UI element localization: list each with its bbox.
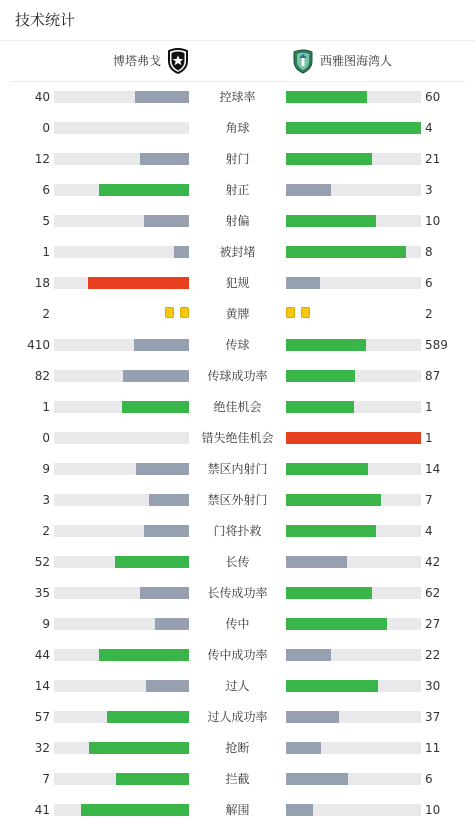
- away-stat-value: 22: [425, 648, 441, 662]
- away-stat-value: 87: [425, 369, 441, 383]
- away-stat-value: 6: [425, 772, 433, 786]
- away-stat-bar-fill: [286, 246, 406, 258]
- away-stat-bar: [286, 91, 421, 103]
- home-stat-value: 44: [34, 648, 50, 662]
- away-stat-bar-fill: [286, 184, 331, 196]
- home-stat-bar-fill: [116, 773, 189, 785]
- away-stat-bar-fill: [286, 618, 387, 630]
- stat-row: [0, 206, 475, 237]
- yellow-card-icon: [301, 307, 310, 318]
- away-stat-bar: [286, 680, 421, 692]
- stat-label: 犯规: [225, 276, 250, 290]
- away-stat-bar: [286, 773, 421, 785]
- stat-row: [0, 392, 475, 423]
- away-stat-value: 4: [425, 121, 433, 135]
- stat-row: [0, 454, 475, 485]
- home-stat-bar: [54, 401, 189, 413]
- stat-label: 传中成功率: [207, 648, 268, 662]
- away-stat-bar: [286, 525, 421, 537]
- away-stat-bar-fill: [286, 215, 376, 227]
- stat-row: [0, 578, 475, 609]
- away-stat-bar: [286, 339, 421, 351]
- home-stat-value: 1: [42, 245, 50, 259]
- away-stat-bar-fill: [286, 525, 376, 537]
- stat-row: [0, 516, 475, 547]
- away-stat-bar: [286, 432, 421, 444]
- away-stat-value: 8: [425, 245, 433, 259]
- yellow-card-icon: [165, 307, 174, 318]
- home-stat-bar: [54, 618, 189, 630]
- home-stat-value: 0: [42, 121, 50, 135]
- away-stat-bar-fill: [286, 91, 367, 103]
- stat-label: 黄牌: [225, 307, 250, 321]
- home-stat-value: 0: [42, 431, 50, 445]
- home-stat-value: 35: [34, 586, 50, 600]
- stat-label: 传中: [225, 617, 250, 631]
- away-stat-bar: [286, 587, 421, 599]
- home-yellow-cards: [165, 307, 189, 318]
- away-stat-bar: [286, 804, 421, 816]
- home-stat-value: 57: [34, 710, 50, 724]
- away-stat-bar: [286, 277, 421, 289]
- home-stat-bar: [54, 804, 189, 816]
- away-stat-bar: [286, 742, 421, 754]
- away-stat-bar-fill: [286, 494, 381, 506]
- home-stat-bar-fill: [155, 618, 189, 630]
- home-stat-value: 2: [42, 524, 50, 538]
- home-stat-bar: [54, 649, 189, 661]
- stat-row: [0, 361, 475, 392]
- stat-label: 绝佳机会: [213, 400, 262, 414]
- home-stat-value: 40: [34, 90, 50, 104]
- away-stat-bar-fill: [286, 587, 372, 599]
- stat-label: 拦截: [225, 772, 250, 786]
- home-stat-bar: [54, 184, 189, 196]
- home-stat-bar-fill: [140, 153, 189, 165]
- stat-row: [0, 237, 475, 268]
- away-yellow-cards: [286, 307, 310, 318]
- stat-label: 门将扑救: [213, 524, 262, 538]
- home-stat-bar-fill: [136, 463, 189, 475]
- away-stat-bar: [286, 215, 421, 227]
- stat-label: 长传成功率: [207, 586, 268, 600]
- home-stat-value: 410: [27, 338, 50, 352]
- home-stat-bar: [54, 525, 189, 537]
- stat-row: [0, 764, 475, 795]
- away-stat-value: 60: [425, 90, 441, 104]
- home-stat-bar: [54, 246, 189, 258]
- away-stat-bar-fill: [286, 742, 321, 754]
- home-stat-bar-fill: [140, 587, 189, 599]
- stat-row: [0, 640, 475, 671]
- stat-label: 传球成功率: [207, 369, 268, 383]
- stat-row: [0, 547, 475, 578]
- away-stat-bar: [286, 246, 421, 258]
- away-stat-value: 11: [425, 741, 441, 755]
- away-stat-value: 14: [425, 462, 441, 476]
- home-stat-bar: [54, 339, 189, 351]
- away-stat-bar-fill: [286, 277, 320, 289]
- away-stat-value: 4: [425, 524, 433, 538]
- stat-label: 禁区内射门: [207, 462, 268, 476]
- stat-label: 过人成功率: [207, 710, 268, 724]
- away-stat-value: 3: [425, 183, 433, 197]
- home-stat-bar-fill: [81, 804, 189, 816]
- stat-row: [0, 609, 475, 640]
- header-divider: [0, 40, 475, 41]
- stat-row: [0, 82, 475, 113]
- away-stat-bar-fill: [286, 649, 331, 661]
- home-stat-value: 7: [42, 772, 50, 786]
- home-stat-bar-fill: [88, 277, 189, 289]
- home-stat-value: 9: [42, 462, 50, 476]
- away-stat-bar-fill: [286, 773, 348, 785]
- home-stat-value: 9: [42, 617, 50, 631]
- away-stat-value: 1: [425, 431, 433, 445]
- away-stat-value: 37: [425, 710, 441, 724]
- yellow-card-icon: [180, 307, 189, 318]
- home-stat-value: 52: [34, 555, 50, 569]
- stat-label: 控球率: [219, 90, 256, 104]
- away-stat-bar-fill: [286, 556, 347, 568]
- stat-row: [0, 733, 475, 764]
- stat-row: [0, 795, 475, 826]
- stat-label: 被封堵: [219, 245, 256, 259]
- away-stat-value: 27: [425, 617, 441, 631]
- away-stat-bar-fill: [286, 122, 421, 134]
- stat-label: 射正: [225, 183, 250, 197]
- away-stat-bar: [286, 401, 421, 413]
- away-stat-bar-fill: [286, 804, 313, 816]
- home-stat-bar: [54, 215, 189, 227]
- away-stat-bar-fill: [286, 339, 366, 351]
- away-team[interactable]: [292, 48, 392, 74]
- stat-label: 过人: [225, 679, 250, 693]
- home-stat-value: 32: [34, 741, 50, 755]
- away-stat-value: 589: [425, 338, 448, 352]
- stat-label: 抢断: [225, 741, 250, 755]
- away-stat-bar: [286, 153, 421, 165]
- away-stat-value: 30: [425, 679, 441, 693]
- page-title: 技术统计: [15, 11, 76, 29]
- home-stat-bar-fill: [144, 215, 189, 227]
- stat-label: 禁区外射门: [207, 493, 268, 507]
- home-stat-value: 5: [42, 214, 50, 228]
- stat-row: [0, 113, 475, 144]
- home-stat-bar: [54, 277, 189, 289]
- stat-label: 传球: [225, 338, 250, 352]
- home-stat-bar: [54, 432, 189, 444]
- stat-row: [0, 671, 475, 702]
- away-stat-bar: [286, 370, 421, 382]
- away-stat-bar: [286, 494, 421, 506]
- away-stat-value: 62: [425, 586, 441, 600]
- away-stat-bar-fill: [286, 401, 354, 413]
- stat-label: 长传: [225, 555, 250, 569]
- away-stat-bar: [286, 122, 421, 134]
- stat-row: [0, 175, 475, 206]
- stat-row: [0, 144, 475, 175]
- away-stat-value: 10: [425, 803, 441, 817]
- home-team-name: 博塔弗戈: [113, 54, 162, 68]
- home-stat-value: 2: [42, 307, 50, 321]
- home-stat-value: 1: [42, 400, 50, 414]
- away-stat-bar: [286, 184, 421, 196]
- away-stat-bar-fill: [286, 711, 339, 723]
- away-stat-value: 42: [425, 555, 441, 569]
- home-stat-bar: [54, 711, 189, 723]
- away-stat-bar-fill: [286, 680, 378, 692]
- home-stat-bar-fill: [122, 401, 190, 413]
- home-stat-bar: [54, 153, 189, 165]
- home-stat-bar: [54, 463, 189, 475]
- home-stat-bar: [54, 587, 189, 599]
- stat-label: 射偏: [225, 214, 250, 228]
- home-team[interactable]: [113, 48, 189, 74]
- yellow-card-icon: [286, 307, 295, 318]
- home-stat-bar-fill: [99, 184, 189, 196]
- home-stat-bar: [54, 680, 189, 692]
- botafogo-star-shield-icon: [167, 48, 189, 74]
- home-stat-bar-fill: [146, 680, 189, 692]
- home-stat-bar: [54, 742, 189, 754]
- home-stat-bar-fill: [144, 525, 189, 537]
- stat-label: 解围: [225, 803, 250, 817]
- away-stat-bar: [286, 556, 421, 568]
- home-stat-value: 41: [34, 803, 50, 817]
- away-team-name: 西雅图海湾人: [320, 54, 393, 68]
- stats-list: [0, 82, 475, 826]
- stat-row: [0, 268, 475, 299]
- stat-label: 错失绝佳机会: [201, 431, 274, 445]
- away-stat-value: 7: [425, 493, 433, 507]
- home-stat-value: 18: [34, 276, 50, 290]
- away-stat-value: 6: [425, 276, 433, 290]
- away-stat-bar-fill: [286, 463, 368, 475]
- away-stat-value: 1: [425, 400, 433, 414]
- home-stat-bar-fill: [135, 91, 189, 103]
- stat-row: [0, 702, 475, 733]
- away-stat-value: 10: [425, 214, 441, 228]
- home-stat-value: 82: [34, 369, 50, 383]
- away-stat-value: 21: [425, 152, 441, 166]
- away-stat-bar: [286, 711, 421, 723]
- stat-row: [0, 485, 475, 516]
- away-stat-bar: [286, 649, 421, 661]
- away-stat-bar-fill: [286, 370, 355, 382]
- home-stat-value: 3: [42, 493, 50, 507]
- home-stat-bar: [54, 773, 189, 785]
- home-stat-value: 6: [42, 183, 50, 197]
- stat-label: 角球: [225, 121, 250, 135]
- away-stat-value: 2: [425, 307, 433, 321]
- home-stat-bar-fill: [89, 742, 189, 754]
- stat-row: [0, 299, 475, 330]
- stat-row: [0, 423, 475, 454]
- home-stat-bar-fill: [107, 711, 189, 723]
- home-stat-bar: [54, 122, 189, 134]
- home-stat-bar-fill: [134, 339, 189, 351]
- home-stat-bar-fill: [115, 556, 189, 568]
- home-stat-bar-fill: [149, 494, 190, 506]
- home-stat-bar: [54, 91, 189, 103]
- home-stat-bar-fill: [99, 649, 189, 661]
- home-stat-bar-fill: [174, 246, 189, 258]
- stat-row: [0, 330, 475, 361]
- home-stat-bar: [54, 556, 189, 568]
- home-stat-bar-fill: [123, 370, 189, 382]
- home-stat-value: 12: [34, 152, 50, 166]
- away-stat-bar-fill: [286, 153, 372, 165]
- away-stat-bar: [286, 463, 421, 475]
- home-stat-bar: [54, 494, 189, 506]
- home-stat-bar: [54, 370, 189, 382]
- stat-label: 射门: [225, 152, 250, 166]
- away-stat-bar: [286, 618, 421, 630]
- seattle-sounders-shield-icon: [292, 48, 314, 74]
- away-stat-bar-fill: [286, 432, 421, 444]
- home-stat-value: 14: [34, 679, 50, 693]
